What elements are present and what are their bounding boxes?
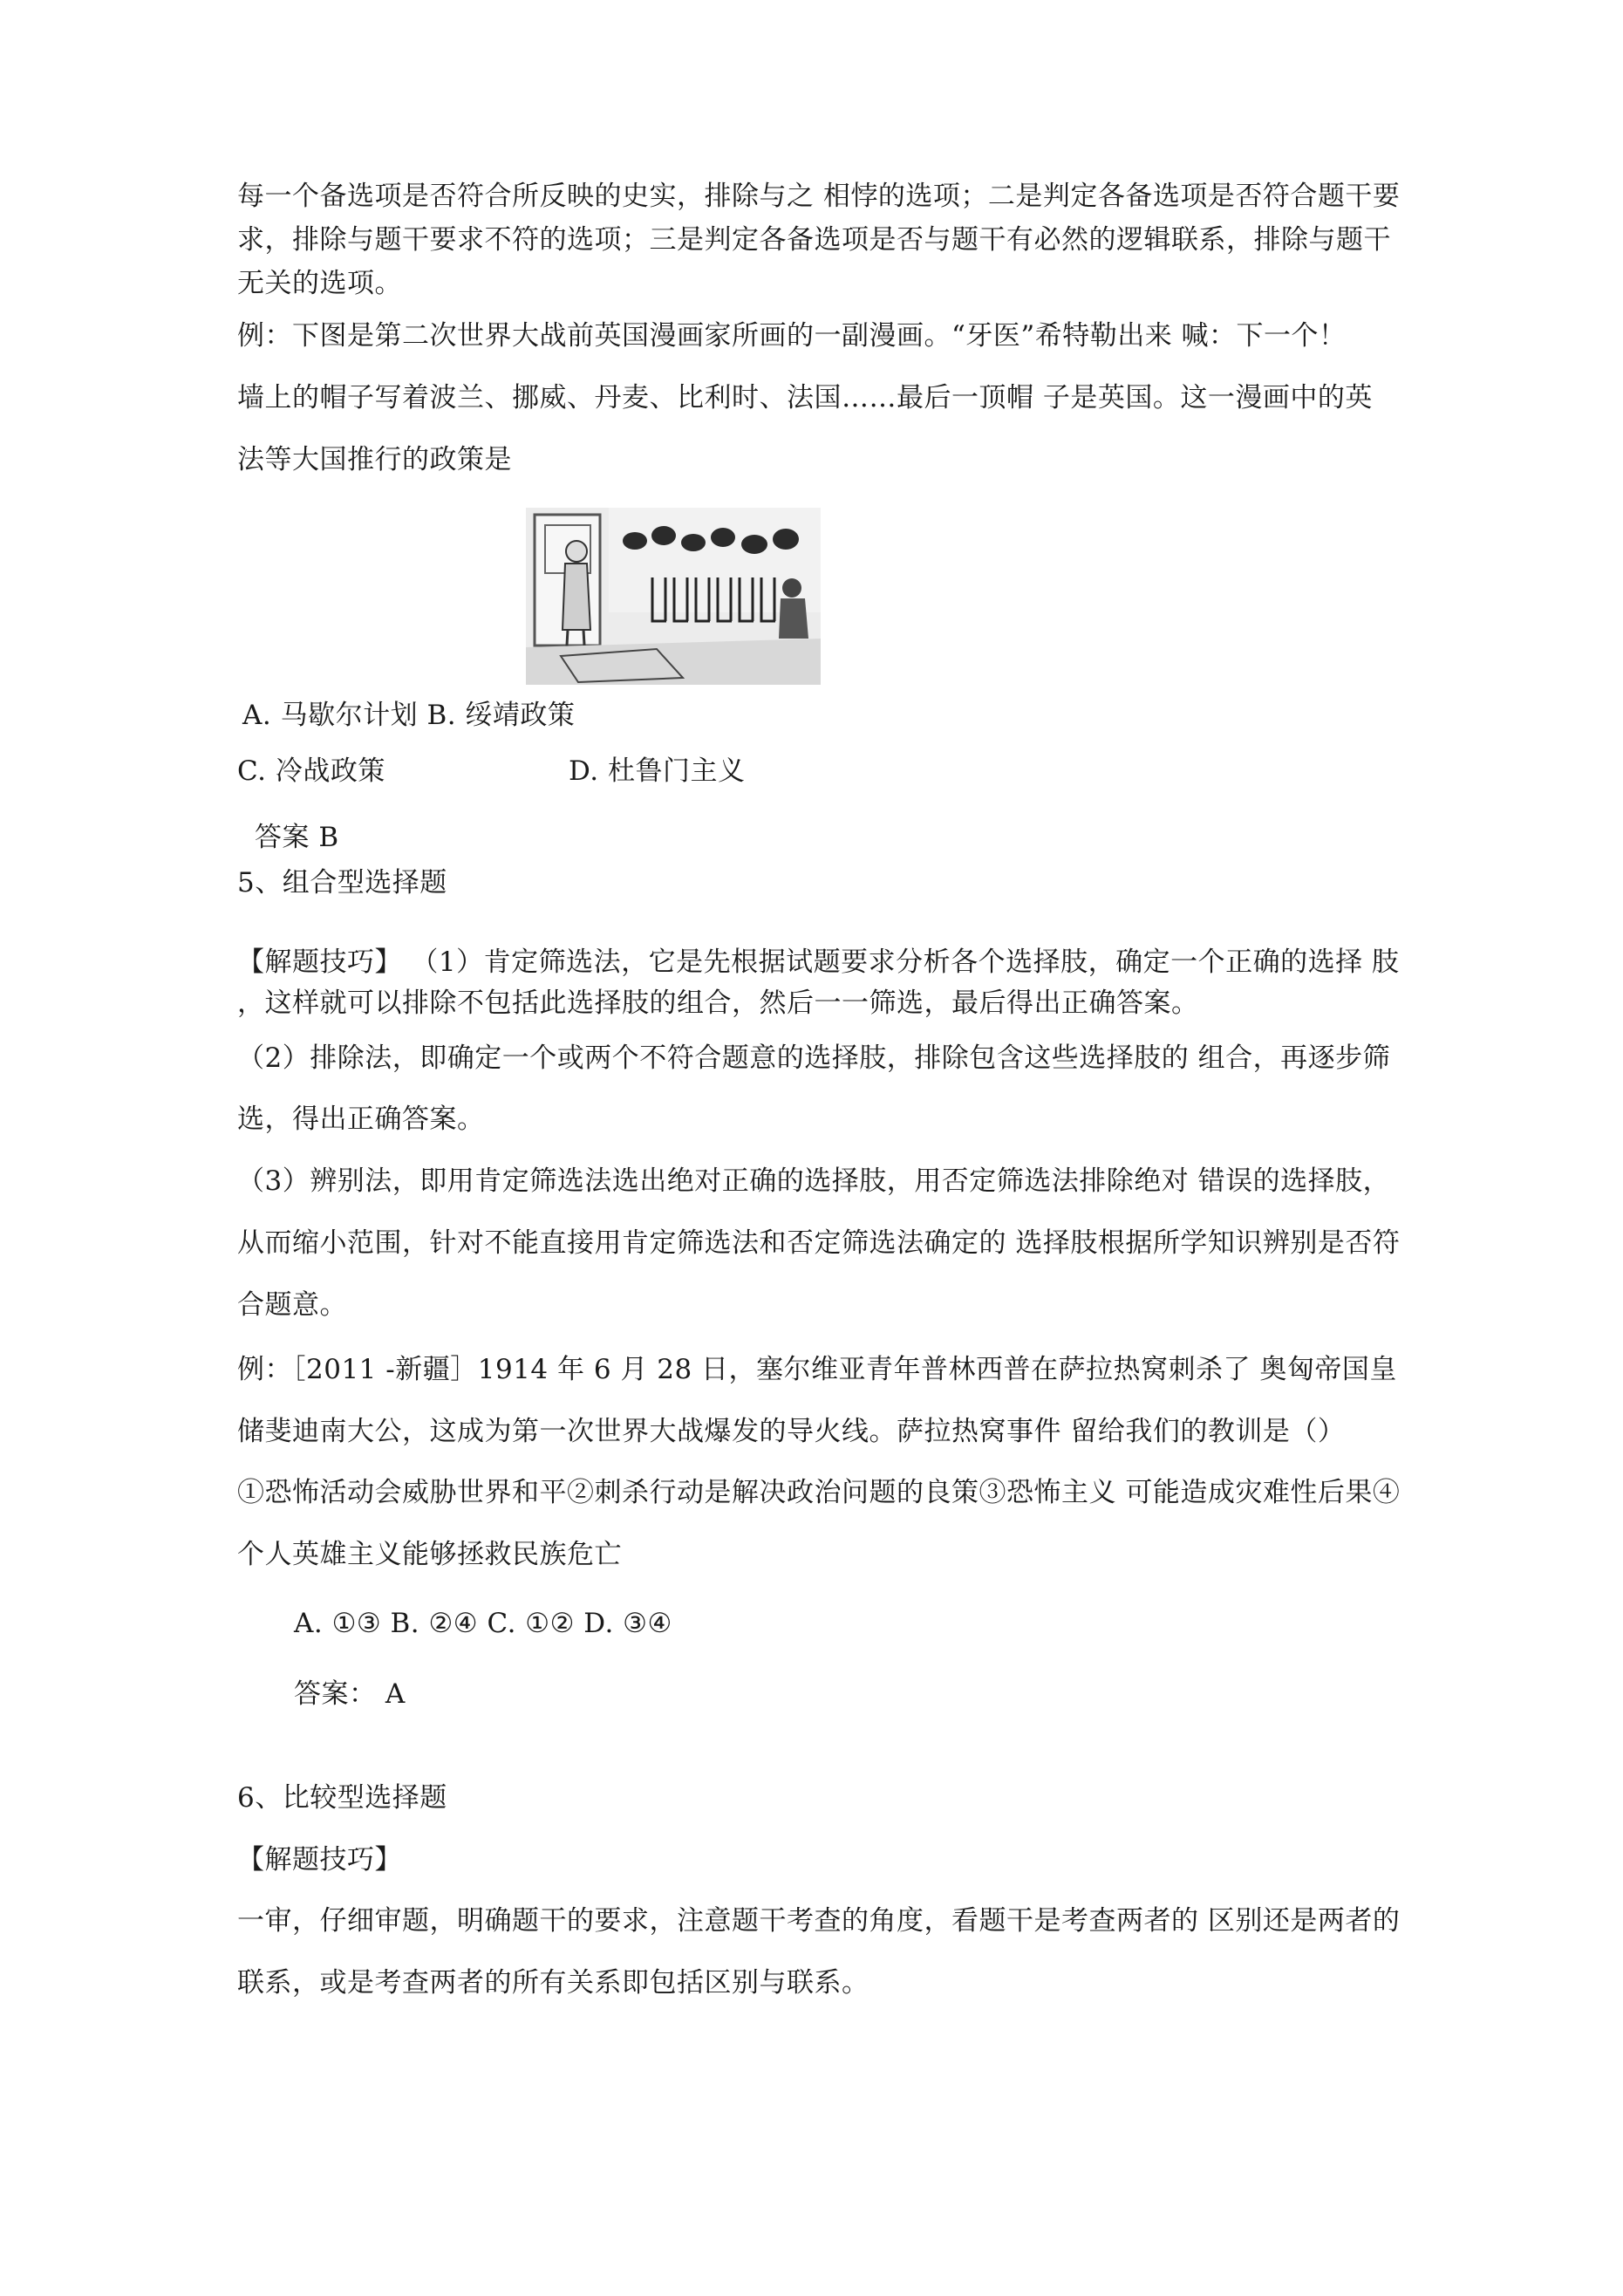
example1-line-3: 法等大国推行的政策是 [237,444,512,475]
section6-title: 6、比较型选择题 [237,1782,447,1814]
intro-line-2: 求，排除与题干要求不符的选项；三是判定各备选项是否与题干有必然的逻辑联系，排除与题干 [237,224,1391,256]
option-ab: A. 马歇尔计划 B. 绥靖政策 [242,700,576,731]
section5-options: A. ①③ B. ②④ C. ①② D. ③④ [294,1608,672,1639]
section5-tip-line-3: （2）排除法，即确定一个或两个不符合题意的选择肢，排除包含这些选择肢的 组合，再逐步筛 [237,1042,1391,1074]
intro-line-3: 无关的选项。 [237,268,402,299]
section5-tip-line-7: 合题意。 [237,1289,347,1321]
option-d: D. 杜鲁门主义 [569,755,746,787]
section6-tip-title: 【解题技巧】 [237,1844,402,1876]
cartoon-drawing [526,508,821,685]
example1-line-2: 墙上的帽子写着波兰、挪威、丹麦、比利时、法国……最后一顶帽 子是英国。这一漫画中的英 [237,382,1373,413]
intro-line-1: 每一个备选项是否符合所反映的史实，排除与之 相悖的选项；二是判定各备选项是否符合题干要 [237,181,1401,212]
section5-example-line-3: ①恐怖活动会威胁世界和平②刺杀行动是解决政治问题的良策③恐怖主义 可能造成灾难性后果④ [237,1477,1401,1508]
section5-tip-line-4: 选，得出正确答案。 [237,1104,485,1135]
section6-tip-line-2: 联系，或是考查两者的所有关系即包括区别与联系。 [237,1967,869,1999]
example1-line-1: 例：下图是第二次世界大战前英国漫画家所画的一副漫画。“牙医”希特勒出来 喊：下一个！ [237,320,1347,352]
section5-tip-line-2: ，这样就可以排除不包括此选择肢的组合，然后一一筛选，最后得出正确答案。 [237,987,1199,1019]
section5-tip-line-1: 【解题技巧】 （1）肯定筛选法，它是先根据试题要求分析各个选择肢，确定一个正确的选择 肢 [237,946,1400,978]
section5-tip-line-6: 从而缩小范围，针对不能直接用肯定筛选法和否定筛选法确定的 选择肢根据所学知识辨别是否符 [237,1227,1401,1259]
section5-tip-line-5: （3）辨别法，即用肯定筛选法选出绝对正确的选择肢，用否定筛选法排除绝对 错误的选择肢， [237,1165,1391,1197]
section5-example-line-2: 储斐迪南大公，这成为第一次世界大战爆发的导火线。萨拉热窝事件 留给我们的教训是（） [237,1416,1346,1447]
section6-tip-line-1: 一审，仔细审题，明确题干的要求，注意题干考查的角度，看题干是考查两者的 区别还是两者的 [237,1905,1401,1937]
section5-title: 5、组合型选择题 [237,867,447,899]
section5-example-line-1: 例：［2011 -新疆］1914 年 6 月 28 日，塞尔维亚青年普林西普在萨拉热窝刺杀了 奥匈帝国皇 [237,1354,1397,1385]
section5-answer: 答案： A [294,1678,406,1710]
section5-example-line-4: 个人英雄主义能够拯救民族危亡 [237,1539,622,1570]
cartoon-image [526,508,821,685]
option-c: C. 冷战政策 [237,755,385,787]
answer-1: 答案 B [255,822,339,853]
